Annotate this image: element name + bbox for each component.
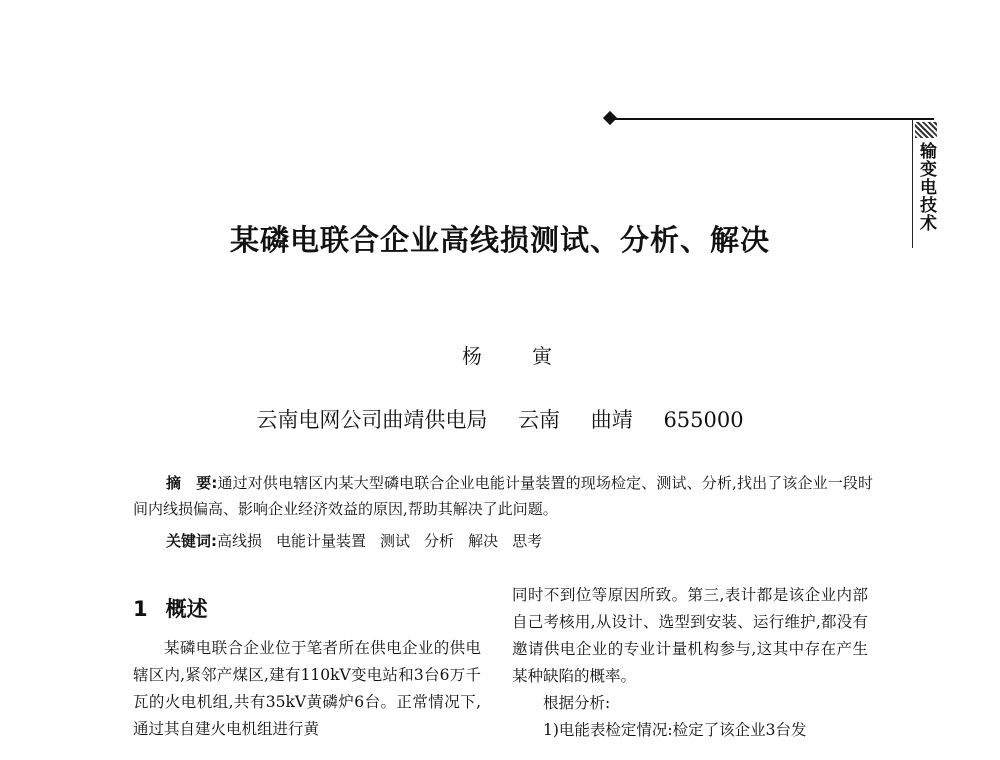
affiliation (0, 404, 1000, 434)
body-paragraph: 1)电能表检定情况:检定了该企业3台发 (543, 721, 807, 739)
section-number: 1 (133, 597, 148, 621)
keyword-item: 测试 (380, 532, 411, 550)
keywords-label: 关键词: (166, 532, 217, 550)
keyword-item: 思考 (512, 532, 543, 550)
abstract (133, 470, 873, 522)
affiliation-city: 曲靖 (590, 408, 633, 432)
left-column (133, 590, 481, 743)
author-name: 杨 寅 (461, 344, 575, 368)
header-rule (612, 118, 934, 120)
tab-emblem-icon (915, 122, 937, 138)
affiliation-org: 云南电网公司曲靖供电局 (256, 408, 488, 432)
affiliation-province: 云南 (518, 408, 561, 432)
abstract-text: 通过对供电辖区内某大型磷电联合企业电能计量装置的现场检定、测试、分析,找出了该企业一段时间内线损偏高、影响企业经济效益的原因,帮助其解决了此问题。 (133, 474, 874, 518)
keywords (166, 528, 556, 554)
right-column (512, 582, 868, 744)
keyword-item: 分析 (424, 532, 455, 550)
diamond-marker-icon (603, 111, 617, 125)
paper-title: 某磷电联合企业高线损测试、分析、解决 (229, 223, 770, 257)
body-paragraph: 同时不到位等原因所致。第三,表计都是该企业内部自己考核用,从设计、选型到安装、运行维护,都没有邀请供电企业的专业计量机构参与,这其中存在产生某种缺陷的概率。 (512, 586, 868, 685)
affiliation-postcode: 655000 (663, 408, 744, 432)
keyword-item: 电能计量装置 (276, 532, 367, 550)
keyword-item: 高线损 (217, 532, 263, 550)
section-heading (133, 596, 481, 623)
section-tab-label: 输变电技术 (916, 142, 936, 232)
section-title: 概述 (165, 597, 208, 621)
keyword-item: 解决 (468, 532, 499, 550)
body-paragraph: 某磷电联合企业位于笔者所在供电企业的供电辖区内,紧邻产煤区,建有110kV变电站和3台6万千瓦的火电机组,共有35kV黄磷炉6台。正常情况下,通过其自建火电机组进行黄 (133, 639, 481, 738)
body-paragraph: 根据分析: (543, 694, 611, 712)
abstract-label: 摘 要: (166, 474, 218, 492)
